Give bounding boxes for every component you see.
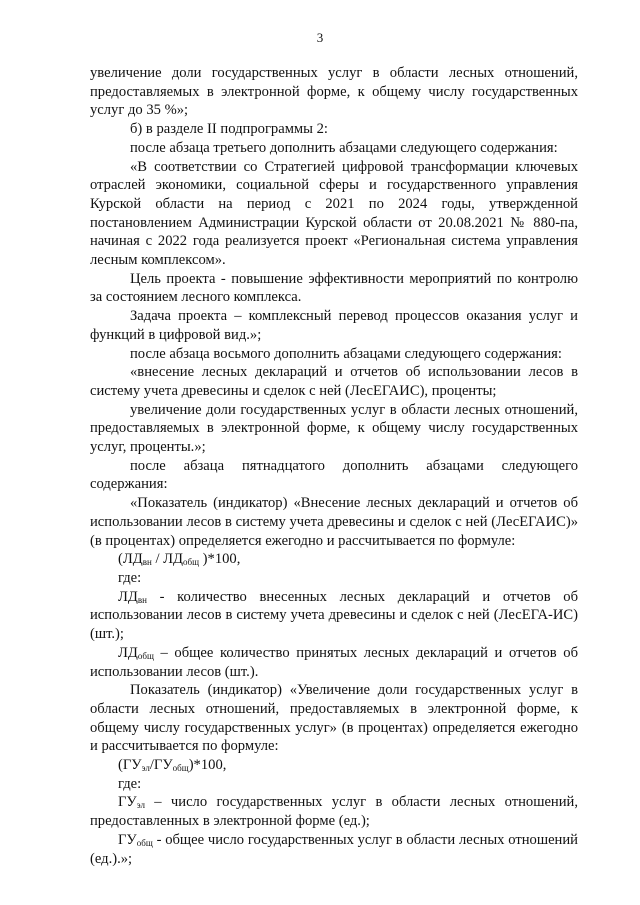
definition-1-subscript: вн	[137, 594, 147, 605]
definition-3-subscript: эл	[136, 800, 145, 811]
paragraph-2: б) в разделе II подпрограммы 2:	[130, 121, 328, 138]
definition-1	[90, 588, 578, 644]
definition-2-text: – общее количество принятых лесных деклараций и отчетов об использовании лесов (шт.).	[90, 644, 578, 680]
formula-1-open: (ЛД	[118, 551, 143, 568]
formula-1-sub-1: вн	[142, 557, 152, 568]
paragraph-1: увеличение доли государственных услуг в области лесных отношений, предоставляемых в электронной форме, к общему числу государственных услуг до 35 %»;	[90, 65, 578, 119]
definition-2-symbol: ЛД	[118, 644, 138, 661]
definition-4-subscript: общ	[136, 837, 153, 848]
paragraph-10: после абзаца пятнадцатого дополнить абзацами следующего содержания:	[90, 457, 578, 493]
where-label-1: где:	[118, 569, 142, 586]
paragraph-11: «Показатель (индикатор) «Внесение лесных деклараций и отчетов об использовании лесов в систему учета древесины и сделок с ней (ЛесЕГАИС)» (в процентах) определяется ежегодно и рассчитывается по формуле:	[90, 495, 578, 549]
formula-2-mid: /ГУ	[149, 757, 173, 774]
formula-1-sub-2: общ	[183, 557, 200, 568]
definition-4-text: - общее число государственных услуг в области лесных отношений (ед.).»;	[90, 831, 578, 867]
formula-2-sub-2: общ	[172, 763, 189, 774]
page-number: 3	[316, 30, 324, 45]
paragraph-5: Цель проекта - повышение эффективности мероприятий по контролю за состоянием лесного комплекса.	[90, 270, 578, 306]
definition-3	[90, 793, 578, 830]
definition-1-symbol: ЛД	[118, 588, 138, 605]
paragraph-9: увеличение доли государственных услуг в области лесных отношений, предоставляемых в электронной форме, к общему числу государственных услуг, проценты.»;	[90, 401, 578, 456]
paragraph-4: «В соответствии со Стратегией цифровой трансформации ключевых отраслей экономики, социальной сферы и государственного управления Курской области на период с 2021 по 2024 годы, утвержденной постановлением Администрации Курской области от 20.08.2021 № 880-па, начиная с 2022 года реализуется проект «Региональная система управления лесным комплексом».	[90, 158, 578, 269]
formula-2-close: )*100,	[188, 757, 227, 774]
definition-3-symbol: ГУ	[118, 794, 137, 811]
paragraph-8: «внесение лесных деклараций и отчетов об использовании лесов в систему учета древесины и сделок с ней (ЛесЕГАИС), проценты;	[90, 364, 578, 399]
formula-2-sub-1: эл	[141, 763, 150, 774]
definition-2-subscript: общ	[137, 650, 154, 661]
document-body	[90, 64, 578, 868]
paragraph-7: после абзаца восьмого дополнить абзацами следующего содержания:	[130, 345, 562, 362]
paragraph-6: Задача проекта – комплексный перевод процессов оказания услуг и функций в цифровой вид.»;	[90, 308, 578, 343]
formula-2-open: (ГУ	[118, 757, 142, 774]
definition-1-text: - количество внесенных лесных деклараций и отчетов об использовании лесов в систему учета древесины и сделок с ней (ЛесЕГА-ИС) (шт.);	[90, 588, 578, 643]
definition-4	[90, 831, 578, 868]
formula-1-close: )*100,	[199, 551, 241, 568]
formula-1	[90, 550, 578, 569]
definition-3-text: – число государственных услуг в области лесных отношений, предоставленных в электронной форме (ед.);	[90, 794, 578, 830]
paragraph-3: после абзаца третьего дополнить абзацами следующего содержания:	[130, 139, 558, 156]
definition-4-symbol: ГУ	[118, 831, 137, 848]
paragraph-12: Показатель (индикатор) «Увеличение доли государственных услуг в области лесных отношений, предоставляемых в электронной форме, к общему числу государственных услуг» (в процентах) определяется ежегодно и рассчитывается по формуле:	[90, 682, 578, 755]
definition-2	[90, 644, 578, 681]
formula-2	[90, 756, 578, 775]
formula-1-mid: / ЛД	[151, 551, 184, 568]
where-label-2: где:	[118, 775, 142, 792]
